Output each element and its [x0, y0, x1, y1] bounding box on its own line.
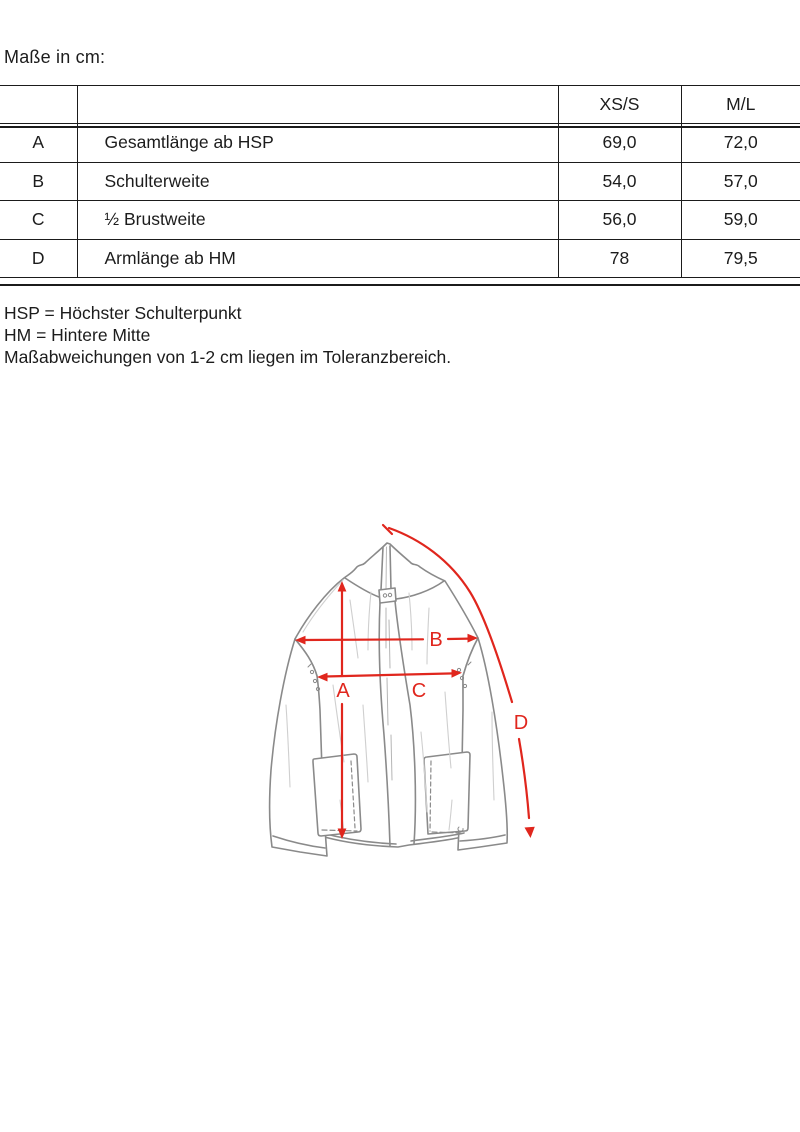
- note-hsp: HSP = Höchster Schulterpunkt: [4, 303, 242, 323]
- label-b: B: [429, 629, 443, 651]
- row-label: Gesamtlänge ab HSP: [77, 124, 558, 163]
- label-d: D: [513, 712, 529, 734]
- table-row: [0, 201, 800, 240]
- table-bottom-divider: [0, 284, 800, 286]
- header-cell-empty-name: [77, 86, 558, 124]
- size-table-header-row: [0, 86, 800, 124]
- table-row: [0, 239, 800, 278]
- note-tolerance: Maßabweichungen von 1-2 cm liegen im Toleranzbereich.: [4, 347, 452, 367]
- header-cell-size-m-l: M/L: [681, 86, 800, 124]
- page-title: Maße in cm:: [4, 47, 106, 67]
- row-label: Armlänge ab HM: [77, 239, 558, 278]
- row-key: D: [0, 239, 77, 278]
- label-a: A: [336, 680, 350, 702]
- row-key: C: [0, 201, 77, 240]
- label-c: C: [411, 680, 427, 702]
- row-value-m-l: 57,0: [681, 162, 800, 201]
- row-value-xs-s: 54,0: [558, 162, 681, 201]
- jacket-sketch: [270, 543, 508, 856]
- table-header-divider: [0, 126, 800, 128]
- row-value-xs-s: 69,0: [558, 124, 681, 163]
- collar-strip-mid-line: [386, 547, 387, 589]
- row-label: Schulterweite: [77, 162, 558, 201]
- left-pocket: [313, 754, 361, 836]
- row-value-xs-s: 56,0: [558, 201, 681, 240]
- table-row: [0, 162, 800, 201]
- care-label-box: [379, 588, 396, 603]
- size-table: [0, 85, 800, 278]
- measurement-notes: [4, 302, 451, 368]
- row-value-m-l: 59,0: [681, 201, 800, 240]
- row-value-m-l: 72,0: [681, 124, 800, 163]
- row-value-xs-s: 78: [558, 239, 681, 278]
- row-key: B: [0, 162, 77, 201]
- note-hm: HM = Hintere Mitte: [4, 325, 151, 345]
- row-label: ½ Brustweite: [77, 201, 558, 240]
- collar-strip-right-line: [390, 546, 391, 590]
- header-cell-size-xs-s: XS/S: [558, 86, 681, 124]
- table-row: [0, 124, 800, 163]
- jacket-measurement-diagram: [0, 500, 800, 880]
- header-cell-empty-letter: [0, 86, 77, 124]
- row-value-m-l: 79,5: [681, 239, 800, 278]
- row-key: A: [0, 124, 77, 163]
